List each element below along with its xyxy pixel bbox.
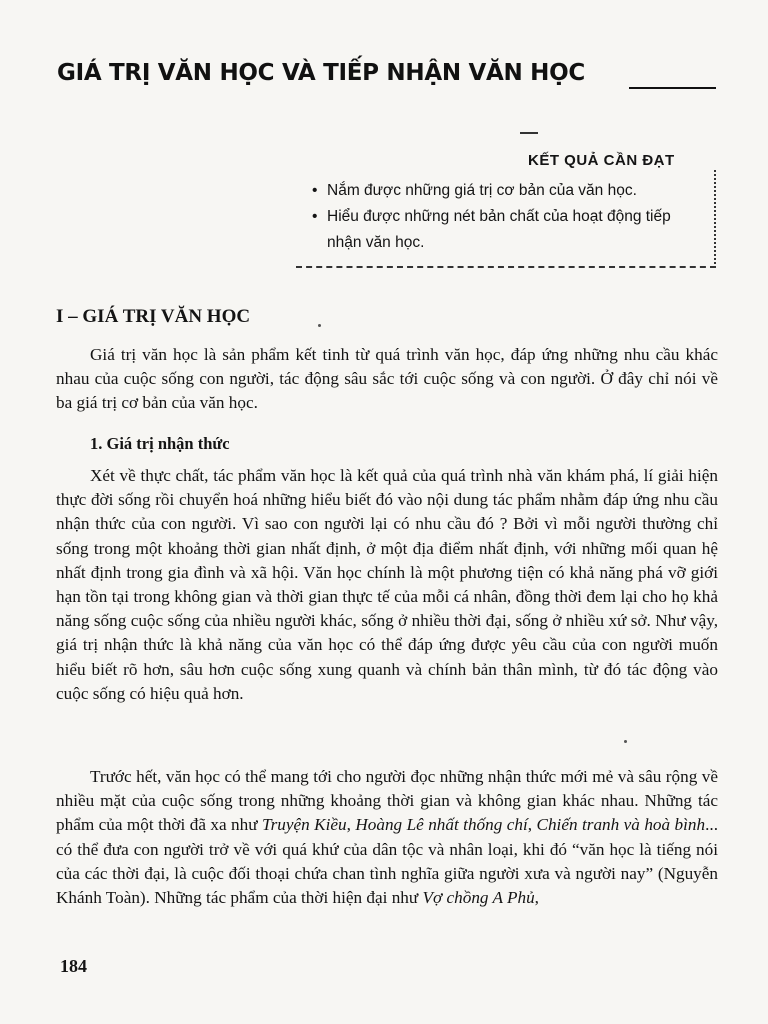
body-paragraph	[56, 765, 718, 910]
box-right-border	[712, 170, 716, 264]
bullet-icon: •	[312, 208, 318, 225]
learning-goals-box	[296, 130, 716, 270]
bullet-icon: •	[312, 182, 318, 199]
paragraph-text: ,	[534, 888, 539, 908]
work-title: Hoàng Lê nhất thống chí	[355, 815, 528, 835]
subsection-heading: 1. Giá trị nhận thức	[90, 434, 230, 453]
paragraph-text: ... có thể đưa con người trở về với quá khứ của dân tộc và nhân loại, khi đó “văn học là tiếng nói của các thời đại, là cuộc đối thoại chứa chan tình nghĩa giữa người xưa và người nay” (Nguyễn Khánh Toàn). Những tác phẩm của thời hiện đại như	[56, 815, 718, 908]
learning-goals-list	[312, 178, 702, 256]
chapter-title: GIÁ TRỊ VĂN HỌC VÀ TIẾP NHẬN VĂN HỌC	[57, 60, 585, 86]
page-number: 184	[60, 956, 87, 976]
intro-text: Giá trị văn học là sản phẩm kết tinh từ quá trình văn học, đáp ứng những nhu cầu khác nhau của cuộc sống con người, tác động sâu sắc tới cuộc sống và con người. Ở đây chỉ nói về ba giá trị cơ bản của văn học.	[56, 345, 718, 413]
intro-paragraph	[56, 343, 718, 416]
body-paragraph	[56, 464, 718, 706]
box-top-tick	[520, 132, 538, 134]
learning-goals-heading: KẾT QUẢ CẦN ĐẠT	[528, 152, 675, 169]
chapter-title-row	[57, 60, 717, 96]
title-rule	[629, 87, 716, 89]
print-speck	[318, 324, 321, 327]
paragraph-text: Trước hết, văn học có thể mang tới cho người đọc những nhận thức mới mẻ và sâu rộng về nhiều mặt của cuộc sống trong những khoảng thời gian và không gian khác nhau. Những tác phẩm của một thời đã xa như	[56, 767, 718, 835]
section-heading: I – GIÁ TRỊ VĂN HỌC	[56, 306, 251, 327]
box-bottom-border	[296, 266, 716, 268]
work-title: Chiến tranh và hoà bình	[536, 815, 706, 835]
learning-goal-text: Nắm được những giá trị cơ bản của văn học.	[327, 182, 637, 199]
learning-goal-item	[312, 204, 702, 256]
learning-goal-text: Hiểu được những nét bản chất của hoạt động tiếp nhận văn học.	[327, 208, 671, 251]
separator: ,	[346, 815, 356, 835]
learning-goal-item	[312, 178, 702, 204]
work-title: Vợ chồng A Phủ	[422, 888, 535, 908]
separator: ,	[527, 815, 537, 835]
print-speck	[624, 740, 627, 743]
work-title: Truyện Kiều	[261, 815, 347, 835]
paragraph-text: Xét về thực chất, tác phẩm văn học là kết quả của quá trình nhà văn khám phá, lí giải hiện thực đời sống rồi chuyển hoá những hiểu biết đó vào nội dung tác phẩm nhằm đáp ứng nhu cầu nhận thức của con người. Vì sao con người lại có nhu cầu đó ? Bởi vì mỗi người thường chỉ sống trong một khoảng thời gian nhất định, ở một địa điểm nhất định, với những mối quan hệ nhất định trong gia đình và xã hội. Văn học chính là một phương tiện có khả năng phá vỡ giới hạn tồn tại trong không gian và thời gian thực tế của mỗi cá nhân, đồng thời đem lại cho họ khả năng sống cuộc sống của nhiều người khác, sống ở nhiều thời đại, sống ở nhiều xứ sở. Như vậy, giá trị nhận thức là khả năng của văn học có thể đáp ứng được yêu cầu của con người muốn hiểu biết rõ hơn, sâu hơn cuộc sống xung quanh và chính bản thân mình, từ đó tác động vào cuộc sống có hiệu quả hơn.	[56, 466, 718, 703]
